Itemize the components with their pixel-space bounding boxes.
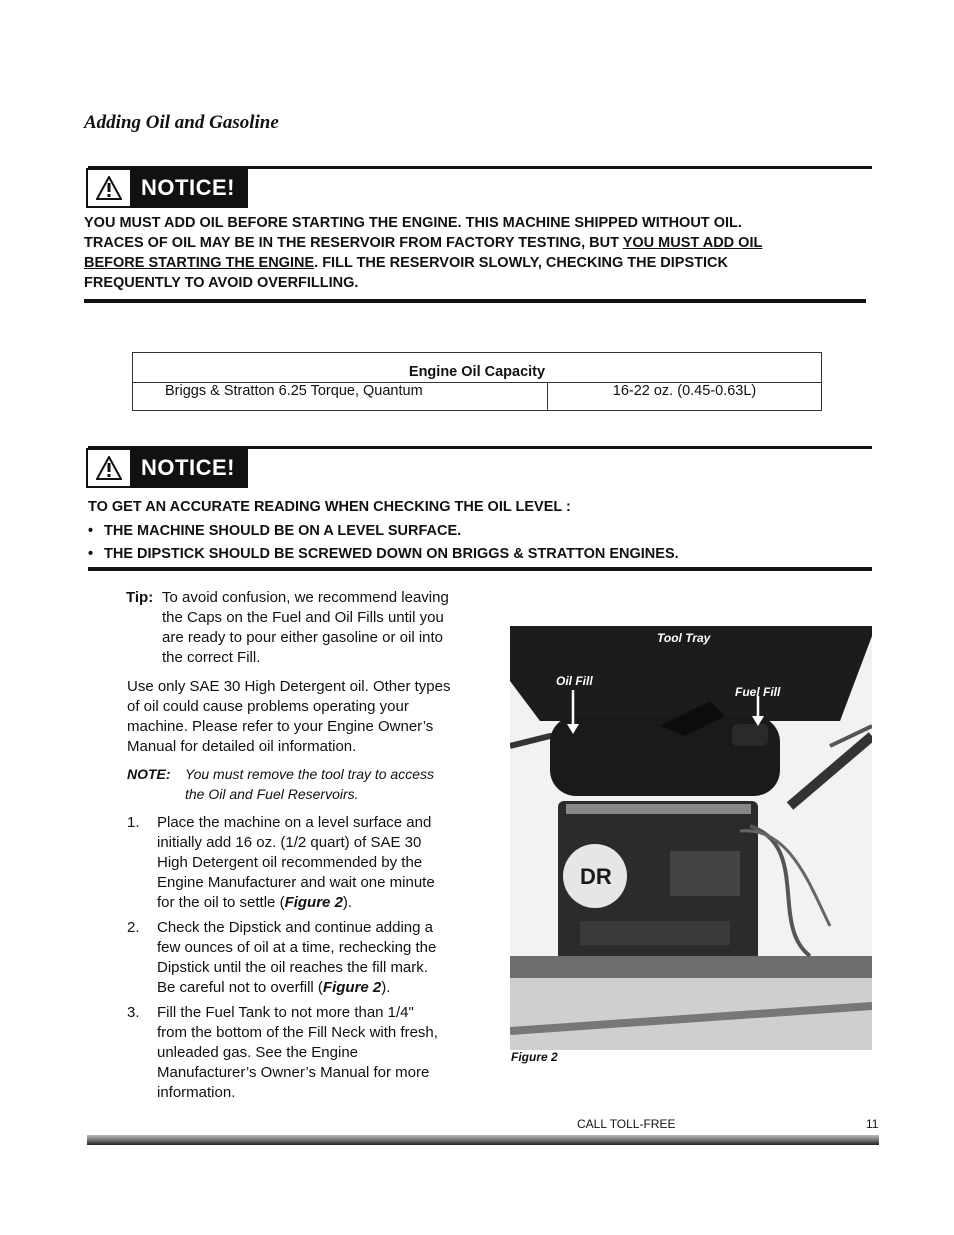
table-cell-capacity: 16-22 oz. (0.45-0.63L): [548, 383, 822, 411]
step-line: few ounces of oil at a time, rechecking the: [157, 939, 437, 956]
notice-badge: [86, 168, 248, 208]
list-item-text: THE DIPSTICK SHOULD BE SCREWED DOWN ON BRIGGS & STRATTON ENGINES.: [104, 546, 679, 562]
notice-line: [84, 233, 884, 253]
step-number: 1.: [127, 814, 140, 831]
paragraph-line: of oil could cause problems operating your: [127, 698, 409, 715]
oil-capacity-table: [132, 352, 822, 411]
section-title: Adding Oil and Gasoline: [84, 112, 279, 133]
tip-line: the Caps on the Fuel and Oil Fills until you: [162, 609, 444, 626]
step-number: 3.: [127, 1004, 140, 1021]
svg-text:DR: DR: [580, 864, 612, 889]
notice-badge-label: NOTICE!: [130, 170, 246, 206]
notice-body: [84, 213, 884, 293]
notice-bottom-rule: [88, 567, 872, 571]
step-line: [157, 978, 497, 998]
step-line: Fill the Fuel Tank to not more than 1/4": [157, 1004, 414, 1021]
step-line: Dipstick until the oil reaches the fill mark.: [157, 959, 428, 976]
footer-text: CALL TOLL-FREE: [577, 1117, 676, 1131]
engine-photo: [510, 626, 872, 1050]
table-cell-engine: Briggs & Stratton 6.25 Torque, Quantum: [133, 383, 548, 411]
notice-text-underlined: YOU MUST ADD OIL: [622, 235, 763, 251]
tip-text: [162, 588, 502, 668]
notice-line: FREQUENTLY TO AVOID OVERFILLING.: [84, 275, 359, 291]
label-tool-tray: Tool Tray: [657, 631, 711, 645]
notice-text-plain: . FILL THE RESERVOIR SLOWLY, CHECKING THE DIPSTICK: [314, 255, 728, 271]
notice-badge-label: NOTICE!: [130, 450, 246, 486]
step-line: information.: [157, 1084, 236, 1101]
note-block: [127, 765, 497, 807]
tip-line: the correct Fill.: [162, 649, 261, 666]
note-label: NOTE:: [127, 766, 171, 782]
warning-triangle-icon: [88, 450, 130, 486]
bullet-icon: •: [88, 546, 94, 562]
paragraph-line: machine. Please refer to your Engine Owner’s: [127, 718, 434, 735]
list-item: [88, 520, 878, 544]
page-number: 11: [866, 1117, 879, 1131]
notice-badge: [86, 448, 248, 488]
tip-line: To avoid confusion, we recommend leaving: [162, 589, 449, 606]
notice-line: YOU MUST ADD OIL BEFORE STARTING THE ENGINE. THIS MACHINE SHIPPED WITHOUT OIL.: [84, 215, 742, 231]
figure-reference: Figure 2: [322, 979, 382, 996]
tip-block: [126, 588, 506, 672]
step-line: initially add 16 oz. (1/2 quart) of SAE 30: [157, 834, 422, 851]
notice-text-underlined: BEFORE STARTING THE ENGINE: [84, 255, 315, 271]
footer-rule: [87, 1135, 879, 1145]
label-oil-fill: Oil Fill: [556, 674, 593, 688]
warning-triangle-icon: [88, 170, 130, 206]
step-text: ).: [342, 894, 353, 911]
paragraph-line: Manual for detailed oil information.: [127, 738, 357, 755]
list-item-text: THE MACHINE SHOULD BE ON A LEVEL SURFACE.: [104, 522, 462, 539]
step-line: High Detergent oil recommended by the: [157, 854, 423, 871]
step-number: 2.: [127, 919, 140, 936]
note-line: You must remove the tool tray to access: [185, 766, 435, 782]
step-line: Check the Dipstick and continue adding a: [157, 919, 434, 936]
note-line: the Oil and Fuel Reservoirs.: [185, 786, 359, 802]
figure-reference: Figure 2: [284, 894, 343, 911]
figure-caption: Figure 2: [511, 1050, 558, 1064]
notice-bottom-rule: [84, 299, 866, 303]
tip-label: Tip:: [126, 589, 154, 606]
step-text: ).: [381, 979, 391, 996]
steps-list: [127, 813, 497, 1103]
table-row: [133, 383, 822, 411]
bullet-icon: •: [88, 522, 94, 539]
list-item: [88, 543, 878, 567]
step-line: [157, 893, 497, 913]
step-line: Place the machine on a level surface and: [157, 814, 432, 831]
step-line: Manufacturer’s Owner’s Manual for more: [157, 1064, 430, 1081]
step-text: for the oil to settle (: [157, 894, 285, 911]
notice2-body: [88, 496, 878, 567]
oil-paragraph: [127, 677, 497, 757]
notice-line: [84, 253, 884, 273]
table-header: Engine Oil Capacity: [133, 353, 822, 383]
paragraph-line: Use only SAE 30 High Detergent oil. Other types: [127, 678, 451, 695]
step-line: Engine Manufacturer and wait one minute: [157, 874, 435, 891]
step-text: Be careful not to overfill (: [157, 979, 323, 996]
step-line: unleaded gas. See the Engine: [157, 1044, 358, 1061]
notice2-intro: TO GET AN ACCURATE READING WHEN CHECKING THE OIL LEVEL :: [88, 499, 571, 515]
notice-text-plain: TRACES OF OIL MAY BE IN THE RESERVOIR FROM FACTORY TESTING, BUT: [84, 235, 623, 251]
tip-line: are ready to pour either gasoline or oil into: [162, 629, 444, 646]
step-line: from the bottom of the Fill Neck with fresh,: [157, 1024, 438, 1041]
label-fuel-fill: Fuel Fill: [735, 685, 781, 699]
